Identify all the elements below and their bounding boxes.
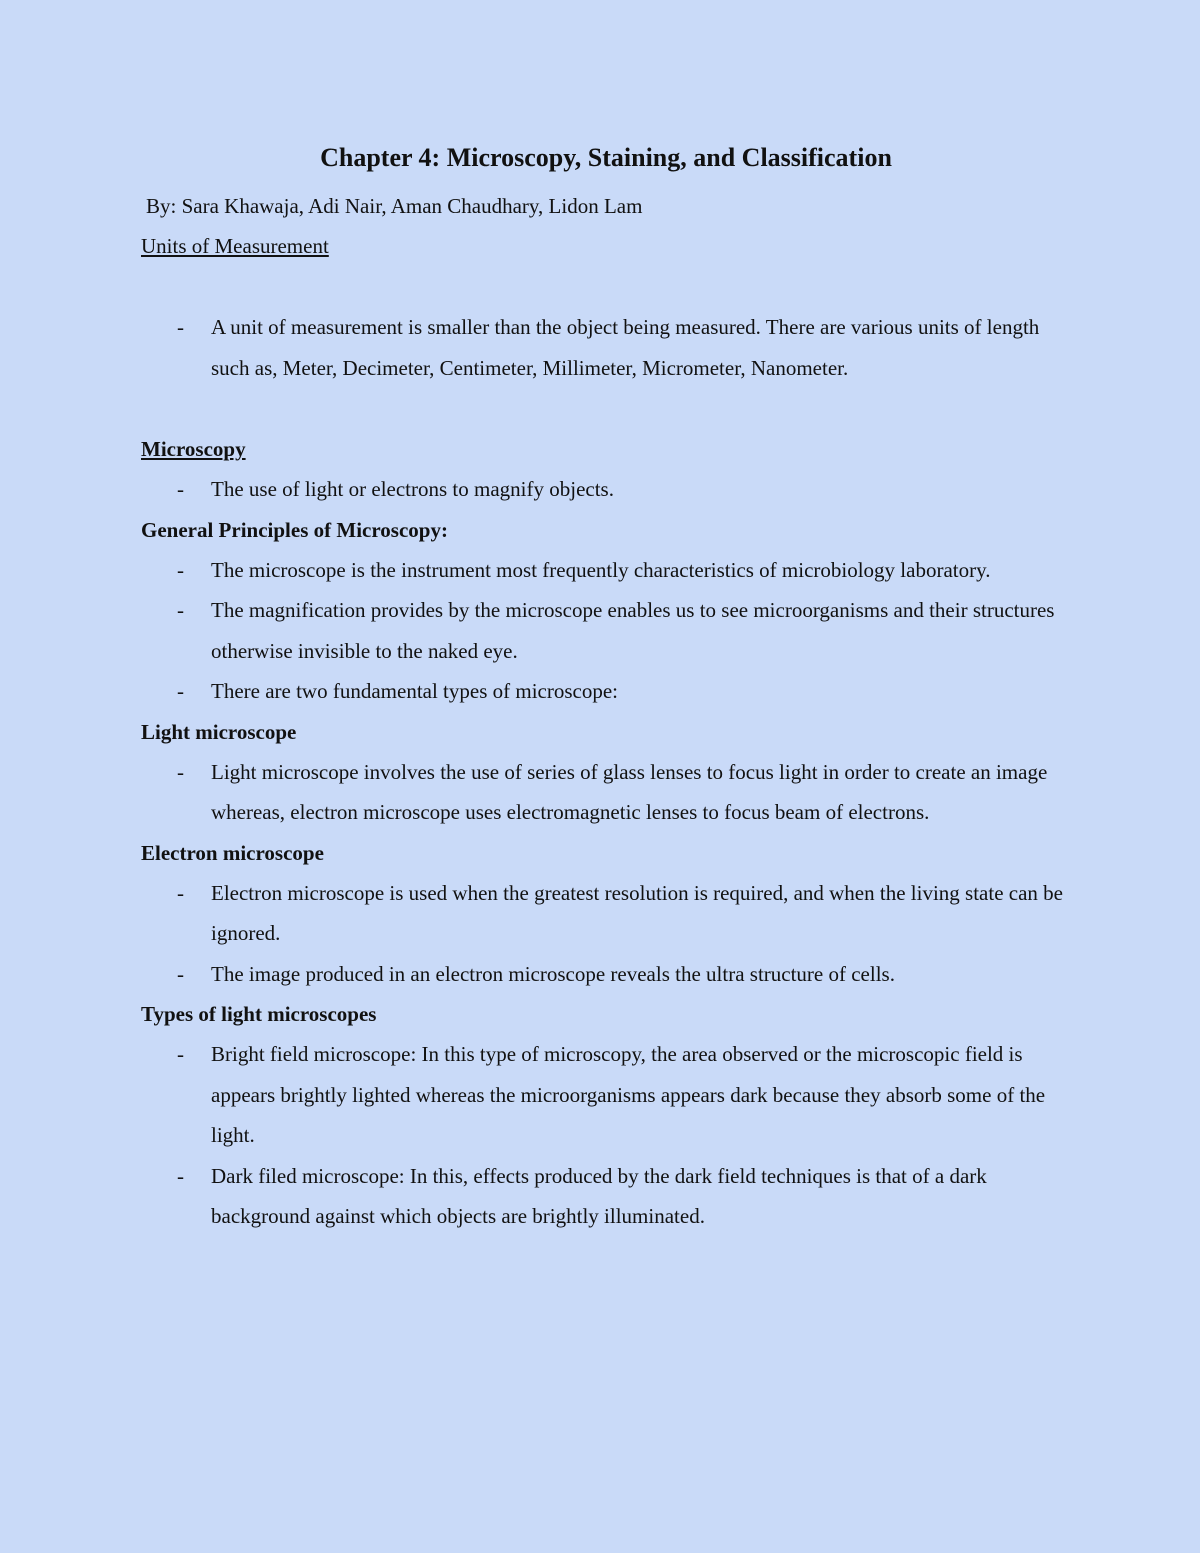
dash-bullet: -: [177, 557, 184, 582]
authors-line: By: Sara Khawaja, Adi Nair, Aman Chaudhary, Lidon Lam: [146, 194, 643, 218]
dash-bullet: -: [177, 759, 184, 784]
list-item: - There are two fundamental types of microscope:: [141, 671, 1071, 712]
list-item: - Bright field microscope: In this type of microscopy, the area observed or the microscopic field is appears brightly lighted whereas the microorganisms appears dark because they absorb some of the light.: [141, 1034, 1071, 1156]
dash-bullet: -: [177, 961, 184, 986]
dash-bullet: -: [177, 679, 184, 703]
list-item: - A unit of measurement is smaller than the object being measured. There are various units of length such as, Meter, Decimeter, Centimeter, Millimeter, Micrometer, Nanometer.: [141, 307, 1071, 388]
microscopy-list: [141, 469, 1071, 510]
section-heading-light: Light microscope: [141, 719, 297, 744]
dash-bullet: -: [177, 1042, 184, 1066]
list-item: - Light microscope involves the use of series of glass lenses to focus light in order to create an image whereas, electron microscope uses electromagnetic lenses to focus beam of electrons.: [141, 752, 1071, 833]
electron-list: [141, 873, 1071, 995]
light-list: [141, 752, 1071, 833]
dash-bullet: -: [177, 477, 184, 501]
dash-bullet: -: [177, 880, 184, 905]
dash-bullet: -: [177, 315, 184, 339]
section-heading-units: Units of Measurement: [141, 234, 329, 258]
section-heading-electron: Electron microscope: [141, 840, 324, 865]
list-item: - Electron microscope is used when the greatest resolution is required, and when the living state can be ignored.: [141, 873, 1071, 954]
list-item: - Dark filed microscope: In this, effects produced by the dark field techniques is that of a dark background against which objects are brightly illuminated.: [141, 1156, 1071, 1237]
spacer: [141, 388, 1071, 429]
dash-bullet: -: [177, 1163, 184, 1188]
document-page: [141, 138, 1071, 1237]
section-heading-general: General Principles of Microscopy:: [141, 517, 448, 542]
units-list: [141, 307, 1071, 388]
general-list: [141, 550, 1071, 712]
spacer: [141, 266, 1071, 307]
section-heading-types: Types of light microscopes: [141, 1002, 377, 1026]
list-item: - The image produced in an electron microscope reveals the ultra structure of cells.: [141, 954, 1071, 995]
document-title: Chapter 4: Microscopy, Staining, and Classification: [320, 143, 892, 172]
dash-bullet: -: [177, 598, 184, 622]
list-item: - The microscope is the instrument most frequently characteristics of microbiology laboratory.: [141, 550, 1071, 591]
list-item: - The magnification provides by the microscope enables us to see microorganisms and their structures otherwise invisible to the naked eye.: [141, 590, 1071, 671]
list-item: - The use of light or electrons to magnify objects.: [141, 469, 1071, 510]
types-list: [141, 1034, 1071, 1237]
section-heading-microscopy: Microscopy: [141, 437, 246, 461]
